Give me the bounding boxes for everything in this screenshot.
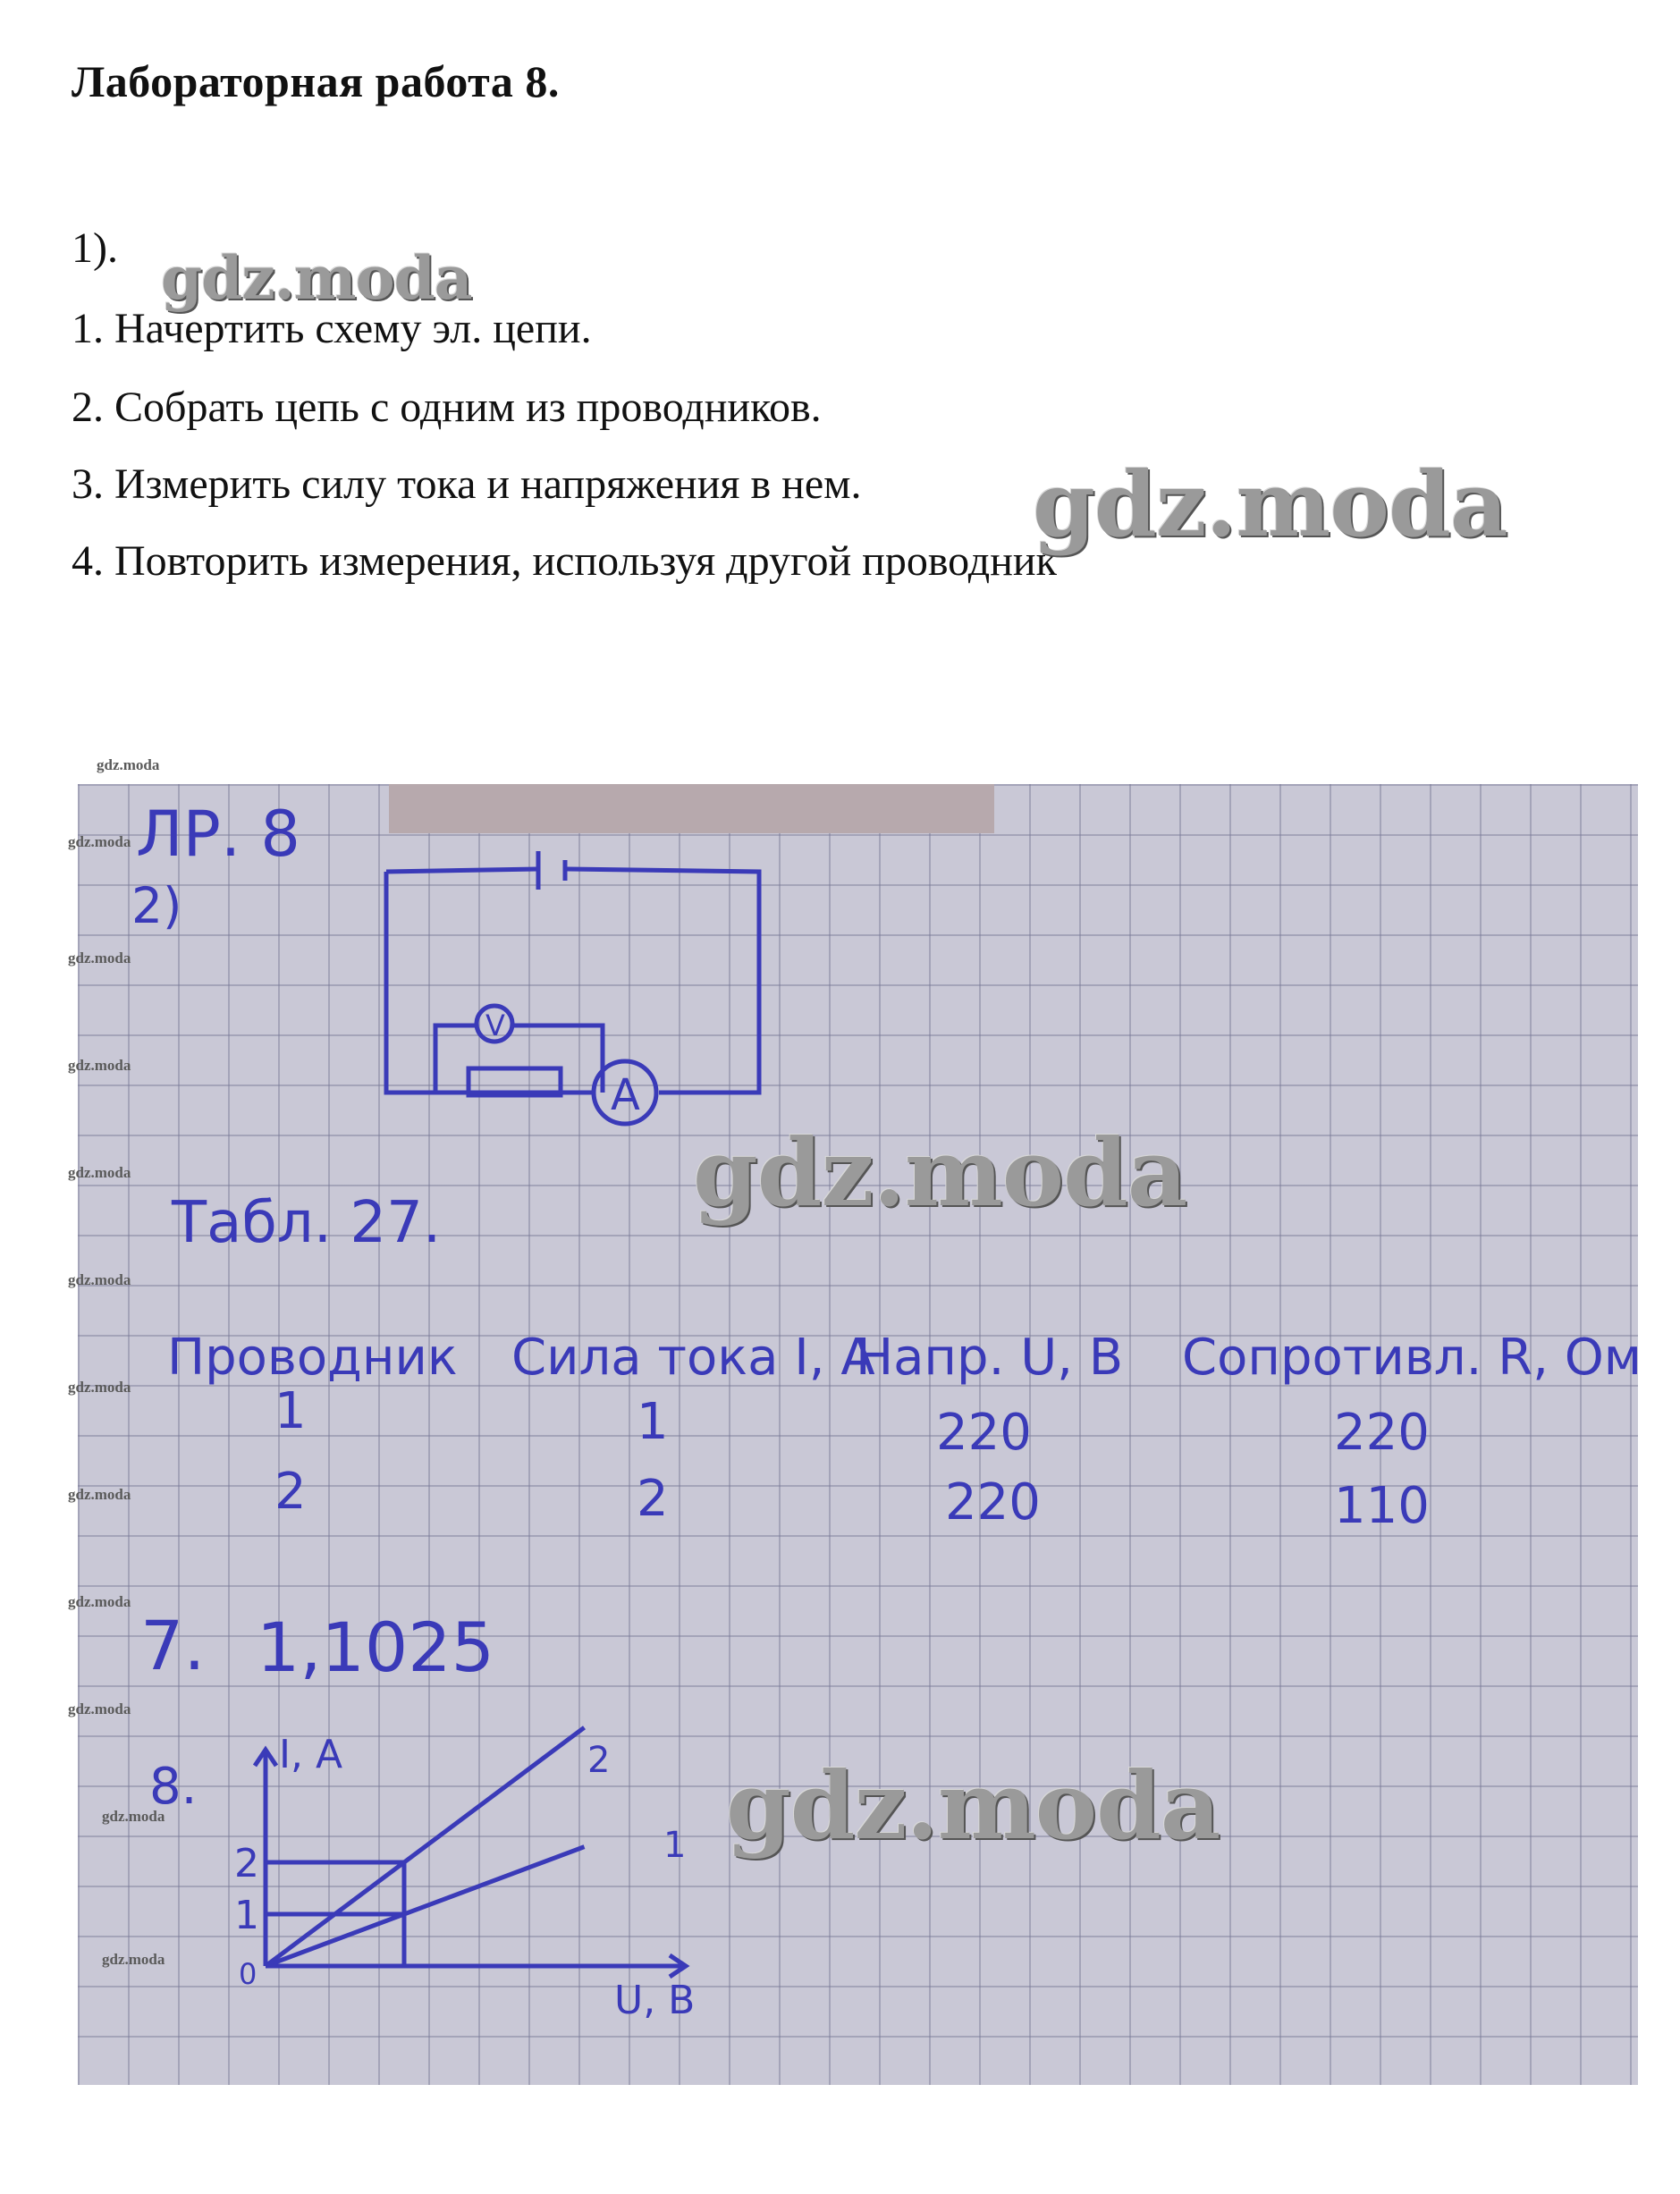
table-cell: 2 <box>637 1470 669 1528</box>
watermark: gdz.moda <box>693 1118 1187 1228</box>
watermark: gdz.moda <box>161 243 472 313</box>
series-label: 2 <box>587 1740 611 1781</box>
watermark-small: gdz.moda <box>68 833 131 850</box>
table-cell: 220 <box>1334 1404 1430 1462</box>
results-table <box>167 1329 1642 1535</box>
item8-label: 8. <box>149 1758 198 1816</box>
task-1: 1. Начертить схему эл. цепи. <box>72 305 592 352</box>
watermark-small: gdz.moda <box>68 1164 131 1181</box>
watermark-small: gdz.moda <box>102 1951 165 1968</box>
col-header-conductor: Проводник <box>167 1329 458 1387</box>
col-header-resistance: Сопротивл. R, Ом <box>1182 1329 1642 1387</box>
table-title: Табл. 27. <box>172 1190 442 1256</box>
table-cell: 220 <box>936 1404 1032 1462</box>
watermark: gdz.moda <box>1033 451 1507 557</box>
task-2: 2. Собрать цепь с одним из проводников. <box>72 384 822 431</box>
ammeter-label: A <box>611 1070 640 1120</box>
watermark-small: gdz.moda <box>68 1057 131 1074</box>
y-tick-label: 1 <box>234 1893 259 1938</box>
section-label: 1). <box>72 224 118 272</box>
circuit-wires <box>386 869 759 1093</box>
table-cell: 110 <box>1334 1477 1430 1535</box>
table-cell: 1 <box>637 1393 669 1451</box>
item7-value: 1,1025 <box>257 1608 494 1687</box>
watermark: gdz.moda <box>726 1751 1220 1861</box>
table-cell: 220 <box>945 1473 1041 1532</box>
watermark-small: gdz.moda <box>97 756 160 773</box>
watermark-small: gdz.moda <box>68 1593 131 1610</box>
series-label: 1 <box>663 1825 687 1866</box>
item7-label: 7. <box>140 1606 206 1685</box>
col-header-current: Сила тока I, A <box>511 1329 875 1387</box>
watermark-small: gdz.moda <box>102 1808 165 1825</box>
origin-label: 0 <box>239 1957 257 1991</box>
task-3: 3. Измерить силу тока и напряжения в нем. <box>72 460 862 508</box>
table-cell: 2 <box>274 1463 307 1521</box>
task-4: 4. Повторить измерения, используя другой проводник <box>72 537 1057 585</box>
handwritten-drawing <box>78 784 1642 2085</box>
y-axis-label: I, A <box>279 1732 343 1777</box>
table-cell: 1 <box>274 1382 307 1440</box>
watermark-small: gdz.moda <box>68 1379 131 1396</box>
voltmeter-label: V <box>485 1008 505 1042</box>
series-line-1 <box>266 1847 585 1966</box>
watermark-small: gdz.moda <box>68 1700 131 1717</box>
x-axis-label: U, B <box>614 1978 696 2023</box>
col-header-voltage: Напр. U, B <box>856 1329 1124 1387</box>
watermark-small: gdz.moda <box>68 1486 131 1503</box>
watermark-small: gdz.moda <box>68 1271 131 1288</box>
voltmeter-wires <box>435 1025 603 1093</box>
handwritten-photo <box>68 784 1642 2085</box>
hw-part2-label: 2) <box>131 877 182 934</box>
document-title: Лабораторная работа 8. <box>72 56 560 106</box>
watermark-small: gdz.moda <box>68 949 131 966</box>
y-tick-label: 2 <box>234 1841 259 1886</box>
circuit-diagram <box>386 851 759 1124</box>
hw-header: ЛР. 8 <box>136 797 300 871</box>
